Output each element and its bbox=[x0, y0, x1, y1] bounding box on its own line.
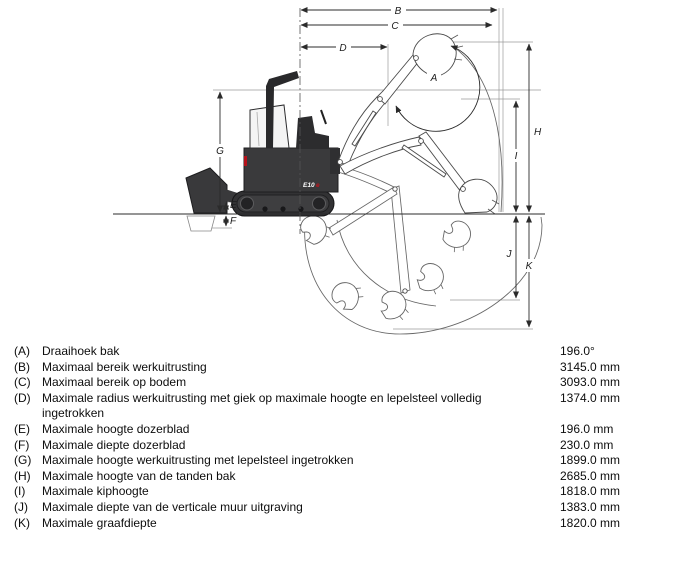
dozer-blade bbox=[186, 168, 227, 213]
bucket-icon bbox=[378, 289, 412, 322]
table-row bbox=[0, 484, 699, 500]
row-value: 196.0° bbox=[560, 344, 595, 358]
row-id: (E) bbox=[14, 421, 30, 436]
ghost-stick-vertical bbox=[391, 186, 410, 293]
machine-logo-accent: e bbox=[316, 182, 320, 189]
ghost-boom-diagonal bbox=[329, 187, 397, 235]
row-value: 1383.0 mm bbox=[560, 499, 621, 514]
excavator-body bbox=[244, 71, 340, 192]
dim-label-h: H bbox=[534, 127, 542, 138]
row-id: (G) bbox=[14, 453, 32, 468]
row-value: 3093.0 mm bbox=[560, 375, 621, 390]
table-row bbox=[0, 500, 699, 516]
table-row bbox=[0, 469, 699, 485]
dim-label-d: D bbox=[339, 43, 347, 54]
row-id: (A) bbox=[14, 344, 30, 358]
row-id: (J) bbox=[14, 499, 28, 514]
table-row bbox=[0, 438, 699, 454]
dim-label-j: J bbox=[506, 249, 512, 260]
bucket-icon bbox=[438, 217, 477, 257]
row-label: Maximale radius werkuitrusting met giek op maximale hoogte en lepelsteel volledig ingetrokken bbox=[42, 390, 482, 421]
row-label: Draaihoek bak bbox=[42, 344, 120, 358]
stick-raised bbox=[377, 55, 419, 104]
row-label: Maximale diepte dozerblad bbox=[42, 437, 186, 452]
track bbox=[232, 191, 334, 216]
table-row bbox=[0, 391, 699, 422]
table-row bbox=[0, 360, 699, 376]
table-row bbox=[0, 422, 699, 438]
row-value: 2685.0 mm bbox=[560, 468, 621, 483]
bucket-icon bbox=[413, 260, 452, 298]
row-id: (I) bbox=[14, 484, 26, 499]
row-id: (F) bbox=[14, 437, 30, 452]
control-lever bbox=[321, 110, 326, 124]
row-value: 1818.0 mm bbox=[560, 484, 621, 499]
table-row bbox=[0, 344, 699, 360]
bucket-icon bbox=[328, 275, 368, 315]
row-value: 196.0 mm bbox=[560, 421, 614, 436]
table-row bbox=[0, 516, 699, 532]
table-row bbox=[0, 375, 699, 391]
row-id: (K) bbox=[14, 515, 30, 530]
row-value: 1820.0 mm bbox=[560, 515, 621, 530]
row-id: (D) bbox=[14, 390, 31, 405]
machine-logo: E10 bbox=[303, 182, 315, 189]
dim-label-b: B bbox=[394, 6, 402, 17]
dim-label-e: E bbox=[230, 200, 237, 211]
excavator-illustration bbox=[186, 71, 340, 231]
row-id: (H) bbox=[14, 468, 31, 483]
bucket-top bbox=[413, 34, 456, 76]
bucket-icon bbox=[298, 211, 334, 247]
table-row bbox=[0, 453, 699, 469]
spec-table bbox=[0, 344, 699, 531]
row-label: Maximaal bereik werkuitrusting bbox=[42, 359, 207, 374]
row-value: 3145.0 mm bbox=[560, 359, 621, 374]
row-value: 230.0 mm bbox=[560, 437, 614, 452]
row-label: Maximale hoogte van de tanden bak bbox=[42, 468, 236, 483]
row-label: Maximaal bereik op bodem bbox=[42, 375, 187, 390]
row-label: Maximale diepte van de verticale muur uitgraving bbox=[42, 499, 303, 514]
row-id: (C) bbox=[14, 375, 31, 390]
dim-label-g: G bbox=[216, 146, 224, 157]
dim-label-c: C bbox=[391, 21, 399, 32]
dim-label-k: K bbox=[525, 261, 533, 272]
bucket-ground bbox=[459, 179, 497, 213]
dim-label-f: F bbox=[230, 216, 237, 227]
row-value: 1899.0 mm bbox=[560, 453, 621, 468]
dim-label-a: A bbox=[430, 73, 438, 84]
row-value: 1374.0 mm bbox=[560, 390, 621, 405]
row-label: Maximale kiphoogte bbox=[42, 484, 149, 499]
row-label: Maximale graafdiepte bbox=[42, 515, 157, 530]
dozer-blade-lowered-outline bbox=[187, 216, 215, 231]
row-label: Maximale hoogte werkuitrusting met lepelsteel ingetrokken bbox=[42, 453, 354, 468]
red-accent bbox=[244, 156, 247, 166]
arm-pose-max-reach bbox=[340, 132, 499, 214]
row-id: (B) bbox=[14, 359, 30, 374]
dim-label-i: I bbox=[514, 151, 518, 162]
row-label: Maximale hoogte dozerblad bbox=[42, 421, 190, 436]
